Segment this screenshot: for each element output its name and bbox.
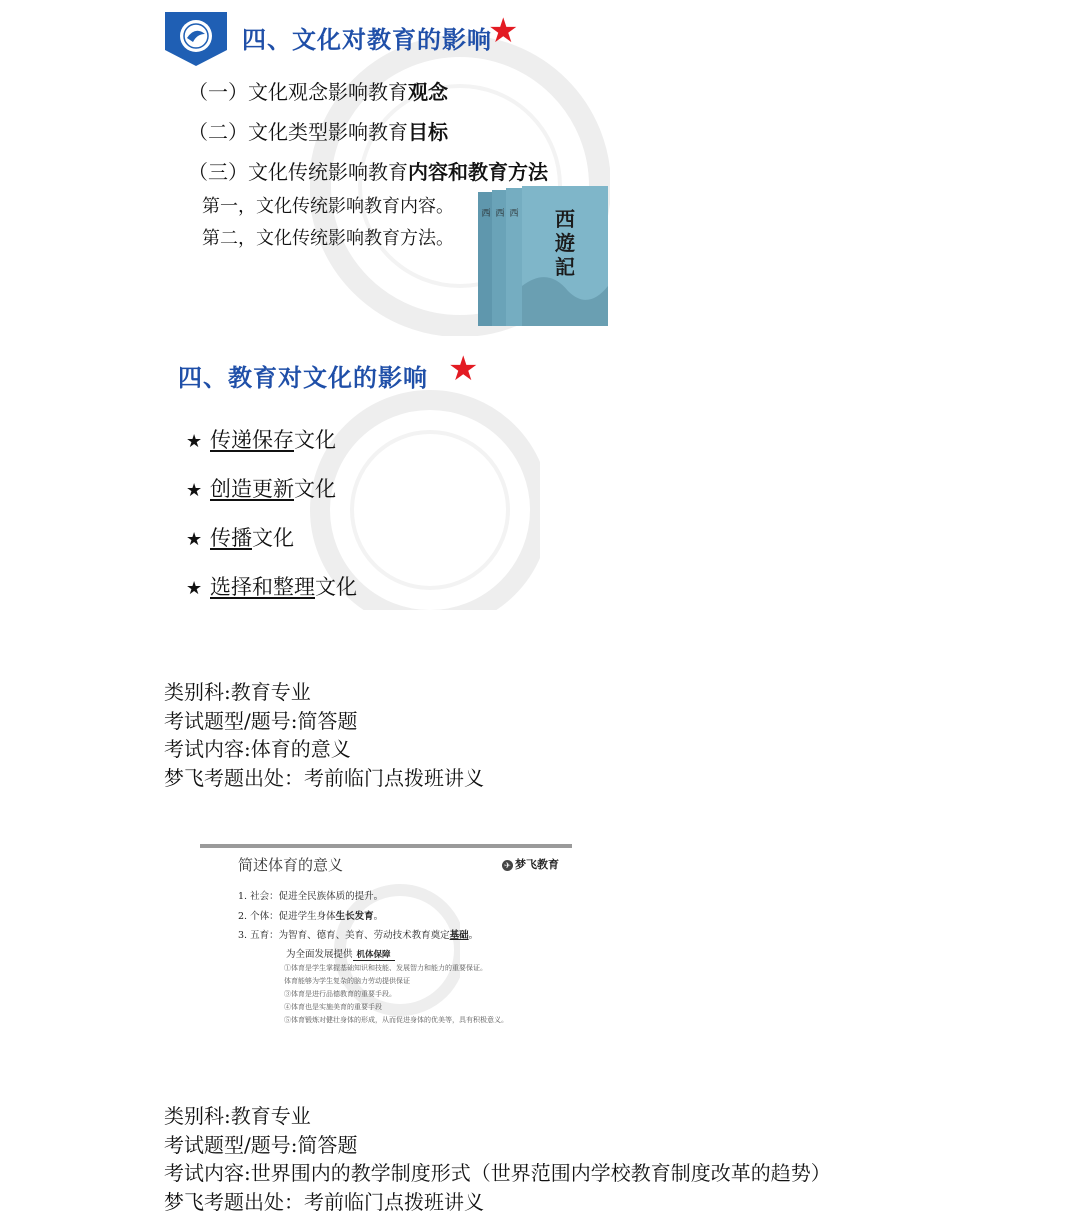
list-item: ★ 创造更新文化 [186, 473, 336, 503]
meta-source: 梦飞考题出处：考前临门点拨班讲义 [164, 764, 484, 793]
note-line: ⑤体育锻炼对健壮身体的形成，从而促进身体的优美等，具有积极意义。 [284, 1015, 508, 1025]
meta-content: 考试内容:体育的意义 [164, 735, 484, 764]
slide-education-on-culture [160, 340, 540, 610]
list-item: ★ 传递保存文化 [186, 424, 336, 454]
star-bullet-icon: ★ [186, 529, 210, 550]
question-meta-1 [164, 678, 484, 792]
meta-content: 考试内容:世界围内的教学制度形式（世界范围内学校教育制度改革的趋势） [164, 1159, 831, 1188]
red-star-icon: ★ [448, 352, 478, 386]
star-bullet-icon: ★ [186, 431, 210, 452]
subpoint-1: 第一，文化传统影响教育内容。 [202, 192, 454, 218]
svg-text:西: 西 [555, 207, 575, 231]
brand-logo: ✈ 梦飞教育 [502, 856, 559, 872]
slide-title: 简述体育的意义 [238, 854, 343, 875]
meta-type: 考试题型/题号:简答题 [164, 707, 484, 736]
subpoint-2: 第二，文化传统影响教育方法。 [202, 224, 454, 250]
answer-line-2: 2. 个体：促进学生身体生长发育。 [238, 908, 383, 922]
note-line: ④体育也是实施美育的重要手段 [284, 1002, 382, 1012]
svg-text:遊: 遊 [554, 231, 575, 255]
note-line: 体育能够为学生复杂的脑力劳动提供保证 [284, 976, 410, 986]
answer-line-3: 3. 五育：为智育、德育、美育、劳动技术教育奠定基础。 [238, 927, 478, 941]
list-item: ★ 传播文化 [186, 522, 294, 552]
question-meta-2 [164, 1102, 831, 1216]
svg-text:西: 西 [509, 208, 518, 219]
svg-text:記: 記 [555, 255, 575, 279]
support-heading: 为全面发展提供 机体保障 [286, 946, 395, 961]
point-1: （一）文化观念影响教育观念 [188, 76, 448, 105]
section-title: 四、文化对教育的影响 [242, 20, 492, 55]
point-2: （二）文化类型影响教育目标 [188, 116, 448, 145]
meta-type: 考试题型/题号:简答题 [164, 1131, 831, 1160]
red-star-icon: ★ [488, 14, 518, 48]
meta-category: 类别科:教育专业 [164, 678, 484, 707]
star-bullet-icon: ★ [186, 480, 210, 501]
answer-line-1: 1. 社会：促进全民族体质的提升。 [238, 888, 383, 902]
meta-category: 类别科:教育专业 [164, 1102, 831, 1131]
slide-pe-significance [200, 840, 572, 1030]
note-line: ①体育是学生掌握基础知识和技能、发展智力和能力的重要保证。 [284, 963, 487, 973]
slide-culture-on-education [160, 6, 700, 326]
svg-text:西: 西 [481, 208, 490, 219]
section-title: 四、教育对文化的影响 [178, 358, 428, 393]
note-line: ③体育是进行品德教育的重要手段。 [284, 989, 396, 999]
meta-source: 梦飞考题出处：考前临门点拨班讲义 [164, 1188, 831, 1216]
school-logo-badge [165, 12, 227, 66]
point-3: （三）文化传统影响教育内容和教育方法 [188, 156, 548, 185]
star-bullet-icon: ★ [186, 578, 210, 599]
svg-text:西: 西 [495, 208, 504, 219]
book-image [478, 186, 628, 328]
header-bar [200, 844, 572, 848]
logo-icon: ✈ [502, 860, 513, 871]
list-item: ★ 选择和整理文化 [186, 571, 357, 601]
